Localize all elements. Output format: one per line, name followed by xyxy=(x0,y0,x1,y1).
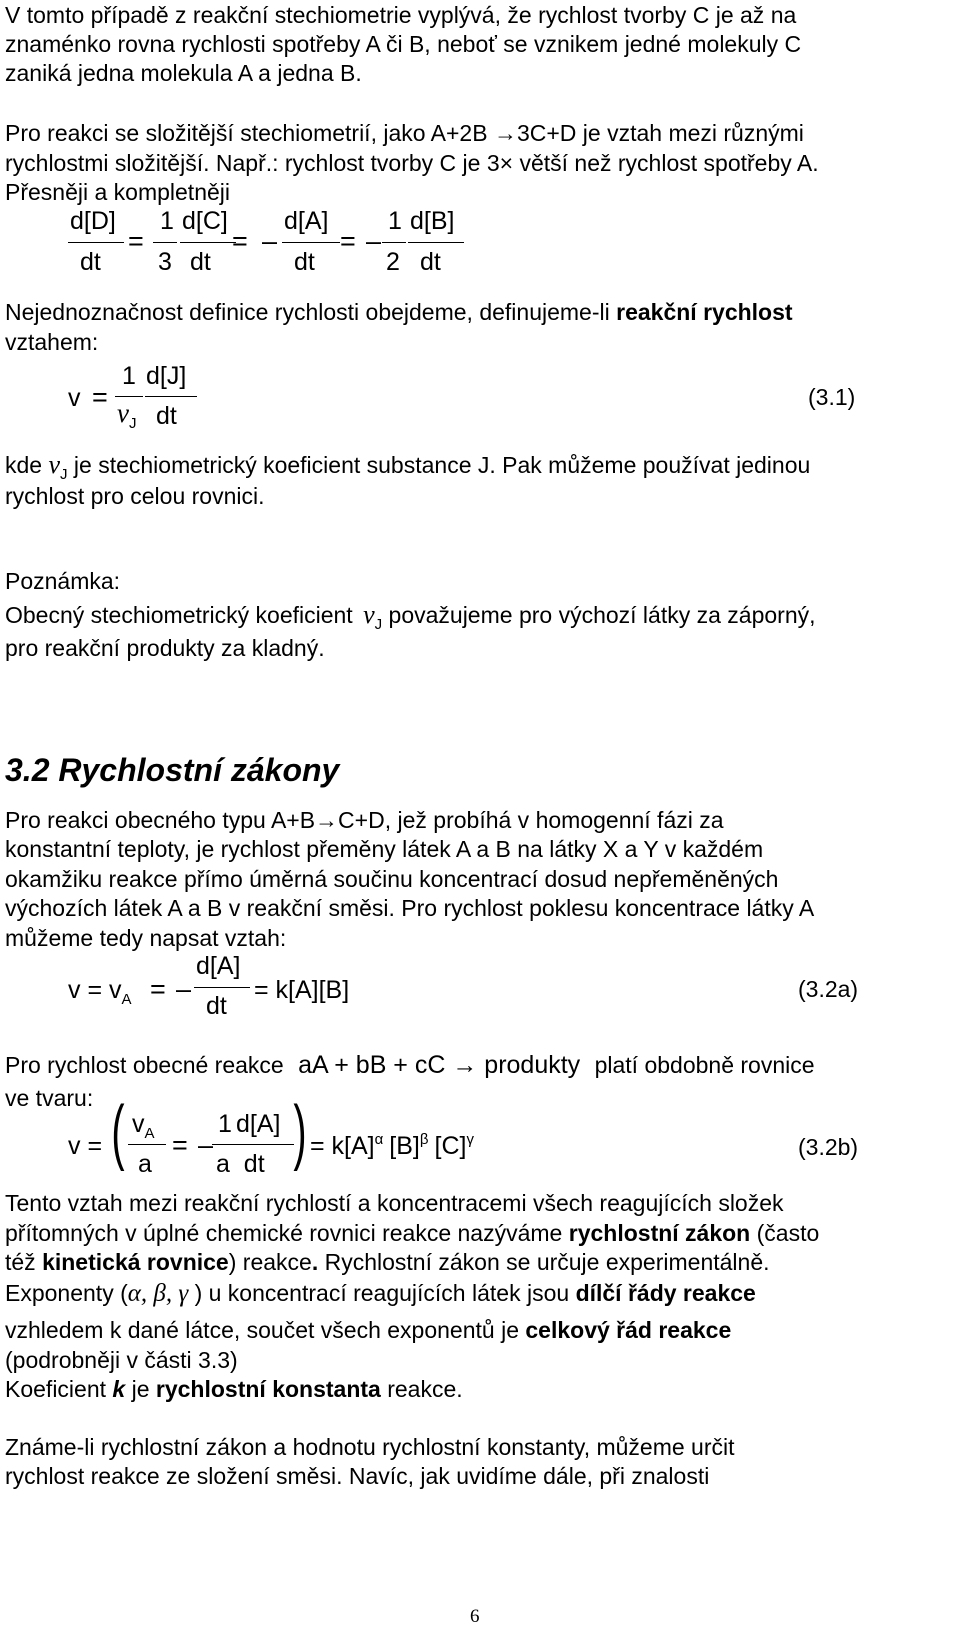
paragraph-line: přítomných v úplné chemické rovnici reakce nazýváme rychlostní zákon (často xyxy=(5,1220,820,1246)
paragraph-line: též kinetická rovnice) reakce. Rychlostní zákon se určuje experimentálně. xyxy=(5,1249,770,1275)
open-paren: ( xyxy=(111,1092,125,1172)
equation-number: (3.2b) xyxy=(798,1134,859,1160)
key-term: kinetická rovnice xyxy=(42,1249,229,1275)
fraction-bar xyxy=(115,396,143,397)
rate-numerator: $v_A$ xyxy=(132,1110,155,1142)
fraction-bar xyxy=(194,987,250,988)
equals-sign: = xyxy=(128,226,144,256)
fraction-bar xyxy=(128,1144,166,1145)
nu-symbol: ν xyxy=(363,600,375,629)
key-term: dílčí řády reakce xyxy=(575,1280,756,1306)
paragraph-line: okamžiku reakce přímo úměrná součinu koncentrací dosud nepřeměněných xyxy=(5,866,779,892)
paragraph-line: Nejednoznačnost definice rychlosti obejdeme, definujeme-li reakční rychlost xyxy=(5,299,793,325)
paragraph-line: V tomto případě z reakční stechiometrie vyplývá, že rychlost tvorby C je až na xyxy=(5,2,797,28)
key-term: celkový řád reakce xyxy=(525,1317,732,1343)
paragraph-line: rychlost pro celou rovnici. xyxy=(5,483,265,509)
nu-symbol: ν xyxy=(48,450,61,479)
equation-denominator: dt xyxy=(420,248,441,276)
equation-denominator: a dt xyxy=(216,1150,265,1178)
paragraph-line: pro reakční produkty za kladný. xyxy=(5,635,325,661)
key-term: rychlostní konstanta xyxy=(155,1376,381,1402)
coefficient: 1 xyxy=(122,362,136,390)
key-term: k xyxy=(112,1376,126,1402)
reaction-formula: aA + bB + cC → produkty xyxy=(298,1051,581,1079)
equals-sign: = xyxy=(340,226,356,256)
equation-denominator: dt xyxy=(156,402,177,430)
note-label: Poznámka: xyxy=(5,568,121,594)
equals-sign: = xyxy=(92,382,108,412)
close-paren: ) xyxy=(293,1092,307,1172)
key-term: rychlostní zákon xyxy=(568,1220,751,1246)
minus-sign: – xyxy=(198,1130,214,1160)
equation-numerator: d[J] xyxy=(146,362,187,390)
paragraph-line: Pro reakci se složitější stechiometrií, jako A+2B →3C+D je vztah mezi různými xyxy=(5,120,804,146)
paragraph-line: (podrobněji v části 3.3) xyxy=(5,1347,238,1373)
equation-denominator: dt xyxy=(294,248,315,276)
equation-number: (3.2a) xyxy=(798,976,859,1002)
fraction-bar xyxy=(282,242,340,243)
equation-denominator: dt xyxy=(80,248,101,276)
equation-number: (3.1) xyxy=(808,384,856,410)
equation-numerator: d[C] xyxy=(182,207,228,235)
paragraph-line: Známe-li rychlostní zákon a hodnotu rychlostní konstanty, můžeme určit xyxy=(5,1434,735,1460)
paragraph-line: Přesněji a kompletněji xyxy=(5,179,231,205)
equation-denominator: dt xyxy=(190,248,211,276)
coefficient: 1 xyxy=(160,207,174,235)
equals-sign: = xyxy=(172,1130,188,1160)
equation-numerator: d[B] xyxy=(410,207,455,235)
coefficient-denominator: 3 xyxy=(158,248,172,276)
fraction-bar xyxy=(153,242,177,243)
stoichiometric-coefficient: $\nu_J$ xyxy=(117,398,137,432)
paragraph-line: Obecný stechiometrický koeficient $\nu_J$ považujeme pro výchozí látky za záporný, xyxy=(5,600,816,633)
page-number: 6 xyxy=(470,1606,480,1627)
stoich-a: a xyxy=(138,1150,152,1178)
coefficient: 1 xyxy=(218,1110,232,1138)
fraction-bar xyxy=(382,242,406,243)
equation-numerator: d[A] xyxy=(236,1110,281,1138)
velocity-symbol: v = xyxy=(68,1132,103,1160)
paragraph-line: můžeme tedy napsat vztah: xyxy=(5,925,287,951)
paragraph-line: rychlost reakce ze složení směsi. Navíc, jak uvidíme dále, při znalosti xyxy=(5,1463,710,1489)
paragraph-line: kde $\nu_J$ je stechiometrický koeficient substance J. Pak můžeme používat jedinou xyxy=(5,450,811,483)
paragraph-line: Koeficient k je rychlostní konstanta reakce. xyxy=(5,1376,463,1402)
coefficient-denominator: 2 xyxy=(386,248,400,276)
equation-denominator: dt xyxy=(206,992,227,1020)
paragraph-line: rychlostmi složitější. Např.: rychlost tvorby C je 3× větší než rychlost spotřeby A. xyxy=(5,150,819,176)
fraction-bar xyxy=(145,396,197,397)
paragraph-line: znaménko rovna rychlosti spotřeby A či B, neboť se vznikem jedné molekuly C xyxy=(5,31,802,57)
fraction-bar xyxy=(212,1144,294,1145)
equation-numerator: d[A] xyxy=(284,207,329,235)
equation-numerator: d[A] xyxy=(196,952,241,980)
section-heading: 3.2 Rychlostní zákony xyxy=(5,752,340,788)
minus-sign: – xyxy=(262,226,278,256)
minus-sign: – xyxy=(366,226,382,256)
paragraph-line: vztahem: xyxy=(5,329,99,355)
rate-expression: $v = v_A$ xyxy=(68,976,132,1008)
paragraph-line: zaniká jedna molekula A a jedna B. xyxy=(5,60,362,86)
paragraph-line: vzhledem k dané látce, součet všech exponentů je celkový řád reakce xyxy=(5,1317,732,1343)
paragraph-line: Tento vztah mezi reakční rychlostí a koncentracemi všech reagujících složek xyxy=(5,1190,784,1216)
paragraph-line: ve tvaru: xyxy=(5,1085,94,1111)
paragraph-line: Pro reakci obecného typu A+B→C+D, jež probíhá v homogenní fázi za xyxy=(5,807,724,833)
paragraph-line: výchozích látek A a B v reakční směsi. Pro rychlost poklesu koncentrace látky A xyxy=(5,895,815,921)
paragraph-line: Pro rychlost obecné reakce aA + bB + cC → produkty platí obdobně rovnice xyxy=(5,1051,815,1079)
equals-sign: = xyxy=(150,974,166,1004)
greek-exponents: α, β, γ xyxy=(127,1280,189,1307)
fraction-bar xyxy=(68,242,124,243)
equation-numerator: d[D] xyxy=(70,207,116,235)
fraction-bar xyxy=(180,242,236,243)
paragraph-line: Exponenty (α, β, γ ) u koncentrací reagujících látek jsou dílčí řády reakce xyxy=(5,1280,756,1307)
key-term: reakční rychlost xyxy=(616,299,793,325)
fraction-bar xyxy=(408,242,464,243)
velocity-symbol: v xyxy=(68,384,81,412)
coefficient: 1 xyxy=(388,207,402,235)
minus-sign: – xyxy=(176,974,192,1004)
equals-sign: = xyxy=(232,226,248,256)
rate-law-expression: = $k[A]^\alpha$ $[B]^\beta$ $[C]^\gamma$ xyxy=(310,1131,474,1160)
rate-law-expression: = k[A][B] xyxy=(254,976,350,1004)
paragraph-line: konstantní teploty, je rychlost přeměny látek A a B na látky X a Y v každém xyxy=(5,836,764,862)
